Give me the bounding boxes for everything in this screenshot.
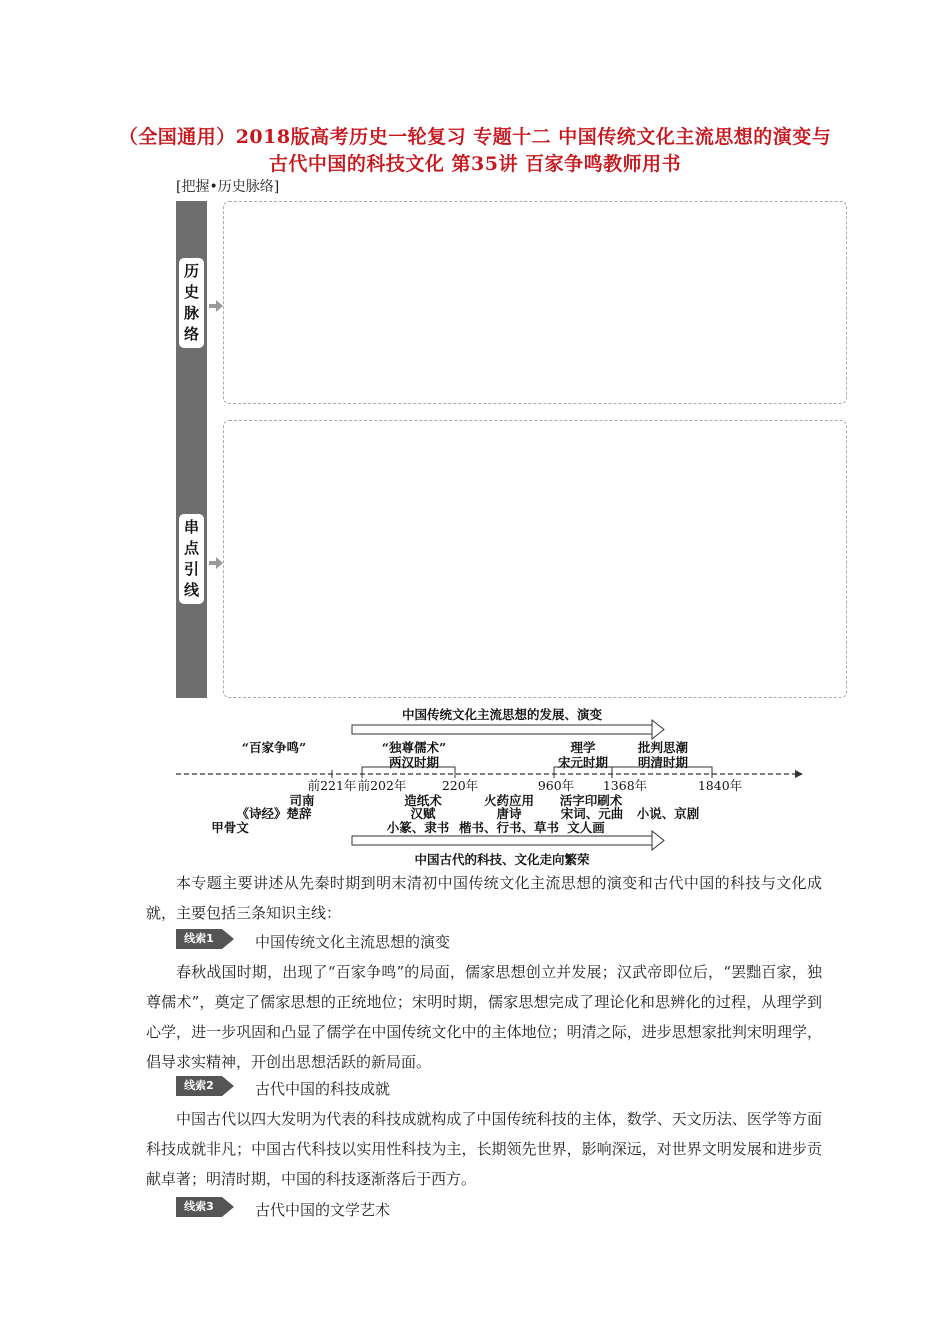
timeline-huozi: 活字印刷术 [559, 793, 623, 808]
timeline-xiaoshuo: 小说、京剧 [636, 806, 700, 821]
timeline-kaishu: 楷书、行书、草书 [458, 820, 559, 835]
timeline-tangshi: 唐诗 [496, 806, 522, 821]
timeline-bottom-arrow-label: 中国古代的科技、文化走向繁荣 [414, 852, 590, 867]
thread-title: 古代中国的文学艺术 [255, 1201, 391, 1219]
thread-badge-label: 线索2 [184, 1079, 214, 1092]
timeline-lixue: 理学 [570, 740, 596, 755]
timeline-songyuan: 宋元时期 [557, 755, 608, 770]
thread-paragraph: 春秋战国时期，出现了“百家争鸣”的局面，儒家思想创立并发展；汉武帝即位后，“罢黜百家，独尊儒术”，奠定了儒家思想的正统地位；宋明时期，儒家思想完成了理论化和思辨化的过程，从理学到心学，进一步巩固和凸显了儒学在中国传统文化中的主体地位；明清之际，进步思想家批判宋明理学，倡导求实精神，开创出思想活跃的新局面。 [146, 963, 822, 1071]
timeline-date: 1368年 [602, 778, 648, 793]
timeline-date: 前221年 [307, 778, 357, 793]
thread-badge-label: 线索1 [184, 932, 214, 945]
timeline-zaozhi: 造纸术 [404, 793, 442, 808]
timeline-mingqing: 明清时期 [637, 755, 688, 770]
timeline-pipan: 批判思潮 [637, 740, 688, 755]
timeline-date: 1840年 [697, 778, 743, 793]
timeline-songci: 宋词、元曲 [560, 806, 624, 821]
sidebar-label-history: 历史脉络 [179, 258, 204, 348]
timeline-date: 960年 [537, 778, 575, 793]
thread-badge-label: 线索3 [184, 1200, 214, 1213]
document-title: （全国通用）2018版高考历史一轮复习 专题十二 中国传统文化主流思想的演变与古代中国的科技文化 第35讲 百家争鸣教师用书 [118, 126, 832, 175]
timeline-top-arrow-label: 中国传统文化主流思想的发展、演变 [401, 707, 602, 722]
thread-title: 古代中国的科技成就 [255, 1080, 391, 1098]
thread-paragraph: 中国古代以四大发明为代表的科技成就构成了中国传统科技的主体，数学、天文历法、医学等方面科技成就非凡；中国古代科技以实用性科技为主，长期领先世界，影响深远，对世界文明发展和进步贡献卓著；明清时期，中国的科技逐渐落后于西方。 [146, 1110, 822, 1188]
timeline-jiagu: 甲骨文 [211, 820, 249, 835]
timeline-xiaozhuan: 小篆、隶书 [386, 820, 450, 835]
timeline-hanfu: 汉赋 [410, 806, 436, 821]
timeline-wenren: 文人画 [567, 820, 605, 835]
thread-title: 中国传统文化主流思想的演变 [255, 933, 451, 951]
timeline-sinan: 司南 [289, 793, 315, 808]
timeline-lianghan: 两汉时期 [388, 755, 439, 770]
timeline-baijia: “百家争鸣” [241, 740, 307, 755]
timeline-dunzun: “独尊儒术” [381, 740, 447, 755]
timeline-shijing: 《诗经》楚辞 [236, 806, 312, 821]
timeline-huoyao: 火药应用 [483, 793, 534, 808]
timeline-date: 前202年 [357, 778, 407, 793]
section-subtitle: [把握•历史脉络] [176, 179, 280, 195]
sidebar-label-threads: 串点引线 [179, 514, 204, 604]
timeline-date: 220年 [441, 778, 479, 793]
intro-paragraph: 本专题主要讲述从先秦时期到明末清初中国传统文化主流思想的演变和古代中国的科技与文化成就，主要包括三条知识主线： [146, 874, 822, 922]
